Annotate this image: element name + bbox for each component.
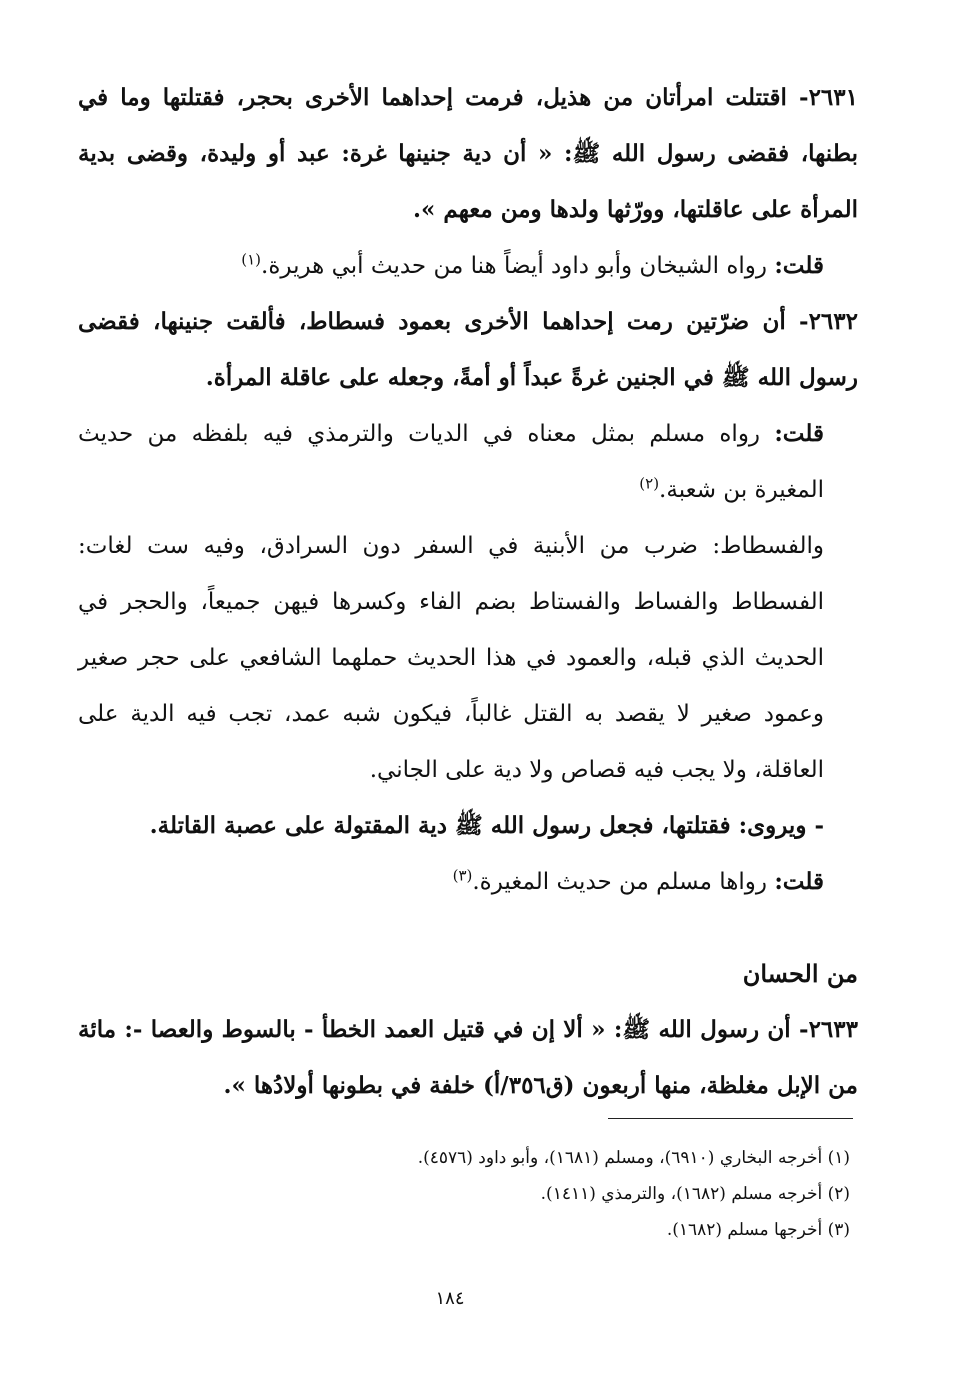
page-number: ١٨٤	[435, 1288, 465, 1309]
page-body	[78, 70, 858, 1114]
note-2632-label: قلت:	[774, 420, 824, 447]
footnote-3: (٣) أخرجها مسلم (١٦٨٢).	[666, 1220, 850, 1240]
note-2631	[78, 238, 858, 294]
hadith-2632	[78, 294, 858, 406]
footnotes	[78, 1140, 850, 1248]
footnote-1: (١) أخرجه البخاري (٦٩١٠)، ومسلم (١٦٨١)، وأبو داود (٤٥٧٦).	[417, 1148, 850, 1168]
variant-text: - ويروى: فقتلتها، فجعل رسول الله ﷺ دية المقتولة على عصبة القاتلة.	[149, 812, 824, 839]
note-2631-text: رواه الشيخان وأبو داود أيضاً هنا من حديث أبي هريرة.	[261, 253, 775, 279]
footnote-ref-3: (٣)	[452, 866, 473, 885]
hadith-2633	[78, 1002, 858, 1114]
footnote-2: (٢) أخرجه مسلم (١٦٨٢)، والترمذي (١٤١١).	[540, 1184, 850, 1204]
note-2631-label: قلت:	[774, 252, 824, 279]
hadith-2633-text: ٢٦٣٣- أن رسول الله ﷺ: « ألا إن في قتيل العمد الخطأ - بالسوط والعصا -: مائة من الإبل مغلظة، منها أربعون (ق٣٥٦/أ) خلفة في بطونها أولادُها ».	[78, 1016, 858, 1099]
explanation-paragraph	[78, 518, 858, 798]
variant-narration	[78, 798, 858, 854]
footnote-divider	[608, 1118, 853, 1119]
section-heading: من الحسان	[742, 959, 858, 988]
hadith-2631-text: ٢٦٣١- اقتتلت امرأتان من هذيل، فرمت إحداهما الأخرى بحجر، فقتلتها وما في بطنها، فقضى رسول الله ﷺ: « أن دية جنينها غرة: عبد أو وليدة، وقضى بدية المرأة على عاقلتها، وورّثها ولدها ومن معهم ».	[78, 84, 858, 223]
hadith-2631	[78, 70, 858, 238]
note-variant-text: رواها مسلم من حديث المغيرة.	[472, 869, 775, 895]
footnote-ref-2: (٢)	[639, 474, 660, 493]
note-2632-text: رواه مسلم بمثل معناه في الديات والترمذي فيه بلفظه من حديث المغيرة بن شعبة.	[78, 421, 824, 503]
note-2632	[78, 406, 858, 518]
footnote-ref-1: (١)	[241, 250, 262, 269]
hadith-2632-text: ٢٦٣٢- أن ضرّتين رمت إحداهما الأخرى بعمود فسطاط، فألقت جنينها، فقضى رسول الله ﷺ في الجنين غرةً عبداً أو أمةً، وجعله على عاقلة المرأة.	[78, 308, 858, 391]
explanation-text: والفسطاط: ضرب من الأبنية في السفر دون السرادق، وفيه ست لغات: الفسطاط والفساط والفستاط بضم الفاء وكسرها فيهن جميعاً، والحجر في الحديث الذي قبله، والعمود في هذا الحديث حملهما الشافعي على حجر صغير وعمود صغير لا يقصد به القتل غالباً، فيكون شبه عمد، تجب فيه الدية على العاقلة، ولا يجب فيه قصاص ولا دية على الجاني.	[78, 533, 824, 783]
note-variant-label: قلت:	[774, 868, 824, 895]
note-variant	[78, 854, 858, 910]
